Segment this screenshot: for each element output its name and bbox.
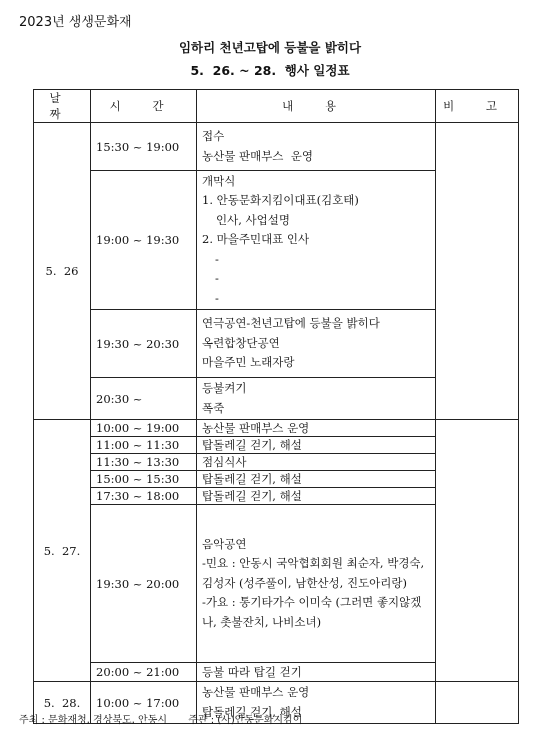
time-cell: 10:00 ~ 19:00: [91, 420, 197, 437]
time-cell: 17:30 ~ 18:00: [91, 488, 197, 505]
time-cell: 19:30 ~ 20:30: [91, 310, 197, 378]
time-cell: 15:00 ~ 15:30: [91, 471, 197, 488]
time-cell: 15:30 ~ 19:00: [91, 123, 197, 171]
content-cell: 농산물 판매부스 운영 탑돌레길 걷기, 해설: [197, 682, 436, 724]
content-cell: 개막식 1. 안동문화지킴이대표(김호태) 인사, 사업설명 2. 마을주민대표 인사 - - -: [197, 171, 436, 310]
col-content-header: 내 용: [197, 90, 436, 123]
content-cell: 농산물 판매부스 운영: [197, 420, 436, 437]
col-note-header: 비 고: [436, 90, 519, 123]
time-cell: 20:00 ~ 21:00: [91, 663, 197, 682]
time-cell: 11:30 ~ 13:30: [91, 454, 197, 471]
content-cell: 등불켜기 폭죽: [197, 378, 436, 420]
content-cell: 점심식사: [197, 454, 436, 471]
table-row: [34, 420, 519, 437]
schedule-table: [33, 89, 519, 724]
schedule-title: 5. 26. ~ 28. 행사 일정표: [190, 63, 350, 78]
content-cell: 탑돌레길 걷기, 해설: [197, 471, 436, 488]
content-cell: 등불 따라 탑길 걷기: [197, 663, 436, 682]
time-cell: 11:00 ~ 11:30: [91, 437, 197, 454]
note-cell: [436, 420, 519, 682]
date-cell: 5. 27.: [34, 420, 91, 682]
content-cell: 연극공연-천년고탑에 등불을 밝히다 옥련합창단공연 마을주민 노래자랑: [197, 310, 436, 378]
table-header-row: [34, 90, 519, 123]
event-title: 임하리 천년고탑에 등불을 밝히다: [178, 40, 362, 55]
table-row: [34, 123, 519, 171]
note-cell: [436, 123, 519, 420]
footer-organizer: 주관 : (사)안동문화지킴이: [188, 715, 303, 726]
content-cell: 탑돌레길 걷기, 해설: [197, 488, 436, 505]
date-cell: 5. 26: [34, 123, 91, 420]
time-cell: 20:30 ~: [91, 378, 197, 420]
content-cell: 접수 농산물 판매부스 운영: [197, 123, 436, 171]
footer-host: 주최 : 문화재청, 경상북도, 안동시: [19, 715, 168, 726]
col-date-header: 날 짜: [34, 90, 91, 123]
note-cell: [436, 682, 519, 724]
footer: [19, 711, 302, 726]
time-cell: 10:00 ~ 17:00: [91, 682, 197, 724]
content-cell: 음악공연 -민요 : 안동시 국악협회회원 최순자, 박경숙, 김성자 (성주풀이, 남한산성, 진도아리랑) -가요 : 통기타가수 이미숙 (그러면 좋지않겠나, 촛불잔치, 나비소녀): [197, 505, 436, 663]
time-cell: 19:00 ~ 19:30: [91, 171, 197, 310]
document-header: 2023년 생생문화재: [19, 15, 132, 30]
col-time-header: 시 간: [91, 90, 197, 123]
date-cell: 5. 28.: [34, 682, 91, 724]
content-cell: 탑돌레길 걷기, 해설: [197, 437, 436, 454]
time-cell: 19:30 ~ 20:00: [91, 505, 197, 663]
